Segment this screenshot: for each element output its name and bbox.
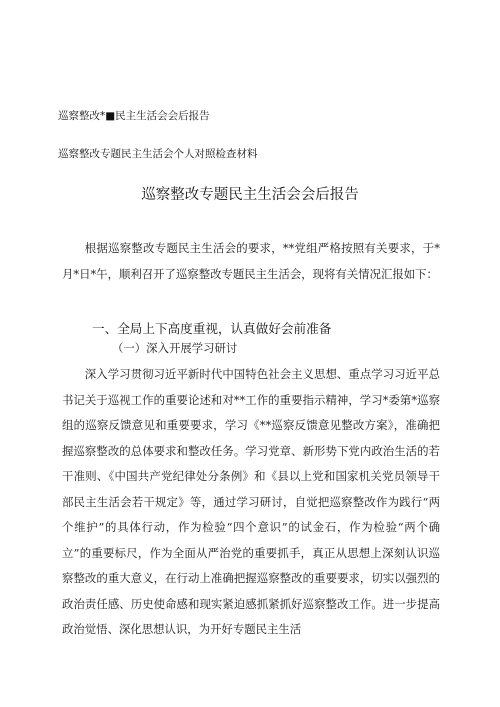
header-line-2: 巡察整改专题民主生活会个人对照检查材料 [58, 148, 258, 160]
document-title: 巡察整改专题民主生活会会后报告 [141, 187, 359, 203]
section-heading-1: 一、全局上下高度重视，认真做好会前准备 [92, 321, 332, 336]
subsection-heading-1: （一）深入开展学习研讨 [112, 341, 238, 355]
intro-paragraph: 根据巡察整改专题民主生活会的要求，**党组严格按照有关要求，于*月*日*午，顺利召开了巡察整改专题民主生活会，现将有关情况汇报如下： [62, 241, 440, 281]
body-paragraph-1: 深入学习贯彻习近平新时代中国特色社会主义思想、重点学习习近平总书记关于巡视工作的重要论述和对**工作的重要指示精神，学习*委第*巡察组的巡察反馈意见和重要要求，学习《**巡察反馈意见整改方案》，准确把握巡察整改的总体要求和整改任务。学习党章、新形势下党内政治生活的若干准则、《中国共产党纪律处分条例》和《县以上党和国家机关党员领导干部民主生活会若干规定》等，通过学习研讨，自觉把巡察整改作为践行“两个维护”的具体行动，作为检验“四个意识”的试金石，作为检验“两个确立”的重要标尺，作为全面从严治党的重要抓手，真正从思想上深刻认识巡察整改的重大意义，在行动上准确把握巡察整改的重要要求，切实以强烈的政治责任感、历史使命感和现实紧迫感抓紧抓好巡察整改工作。进一步提高政治觉悟、深化思想认识，为开好专题民主生活 [62, 367, 440, 636]
header-line-1: 巡察整改*■民主生活会会后报告 [58, 110, 210, 122]
